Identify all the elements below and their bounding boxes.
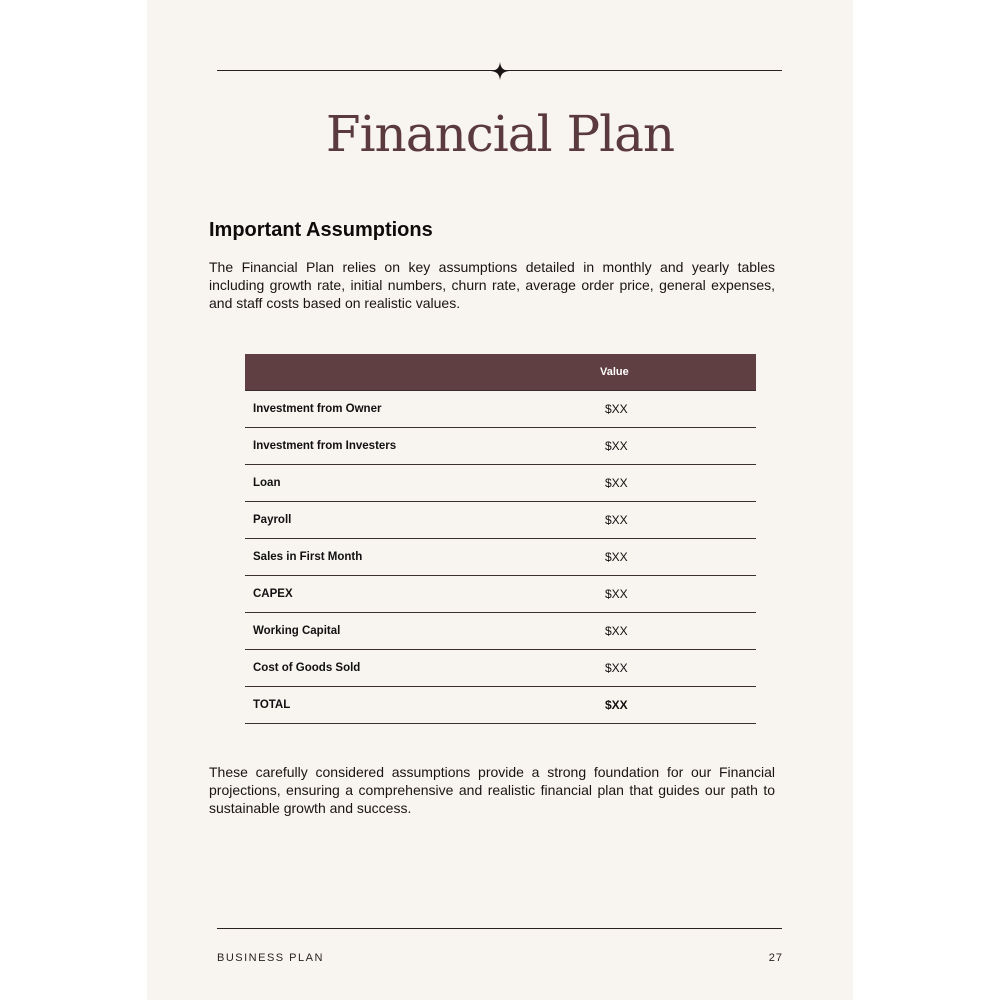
row-label: Working Capital xyxy=(253,625,341,637)
four-point-star-icon xyxy=(490,61,510,81)
row-value: $XX xyxy=(605,439,628,453)
row-label: Investment from Owner xyxy=(253,403,382,415)
table-row xyxy=(245,650,756,687)
footer-doc-name: BUSINESS PLAN xyxy=(217,952,324,964)
row-value: $XX xyxy=(605,476,628,490)
row-value: $XX xyxy=(605,402,628,416)
page-number: 27 xyxy=(768,952,783,964)
page xyxy=(147,0,853,1000)
row-label: Cost of Goods Sold xyxy=(253,662,361,674)
conclusion-paragraph: These carefully considered assumptions provide a strong foundation for our Financial projections, ensuring a comprehensive and realistic financial plan that guides our path to sustainable growth and success. xyxy=(209,764,775,816)
total-label: TOTAL xyxy=(253,699,291,711)
row-value: $XX xyxy=(605,661,628,675)
table-total-row xyxy=(245,687,756,724)
row-label: Loan xyxy=(253,477,281,489)
table-row xyxy=(245,428,756,465)
table-row xyxy=(245,613,756,650)
row-label: Payroll xyxy=(253,514,292,526)
row-value: $XX xyxy=(605,587,628,601)
total-value: $XX xyxy=(605,698,628,712)
page-title: Financial Plan xyxy=(325,105,675,163)
intro-paragraph: The Financial Plan relies on key assumptions detailed in monthly and yearly tables including growth rate, initial numbers, churn rate, average order price, general expenses, and staff costs based on realistic values. xyxy=(209,259,775,311)
table-header xyxy=(245,354,756,391)
table-row xyxy=(245,502,756,539)
row-value: $XX xyxy=(605,550,628,564)
bottom-divider xyxy=(217,928,782,929)
table-row xyxy=(245,576,756,613)
row-label: CAPEX xyxy=(253,588,293,600)
row-value: $XX xyxy=(605,624,628,638)
section-heading: Important Assumptions xyxy=(209,219,433,241)
header-value: Value xyxy=(600,366,629,378)
table-row xyxy=(245,539,756,576)
row-value: $XX xyxy=(605,513,628,527)
row-label: Sales in First Month xyxy=(253,551,363,563)
assumptions-table xyxy=(245,354,756,724)
row-label: Investment from Investers xyxy=(253,440,397,452)
table-row xyxy=(245,465,756,502)
table-row xyxy=(245,391,756,428)
